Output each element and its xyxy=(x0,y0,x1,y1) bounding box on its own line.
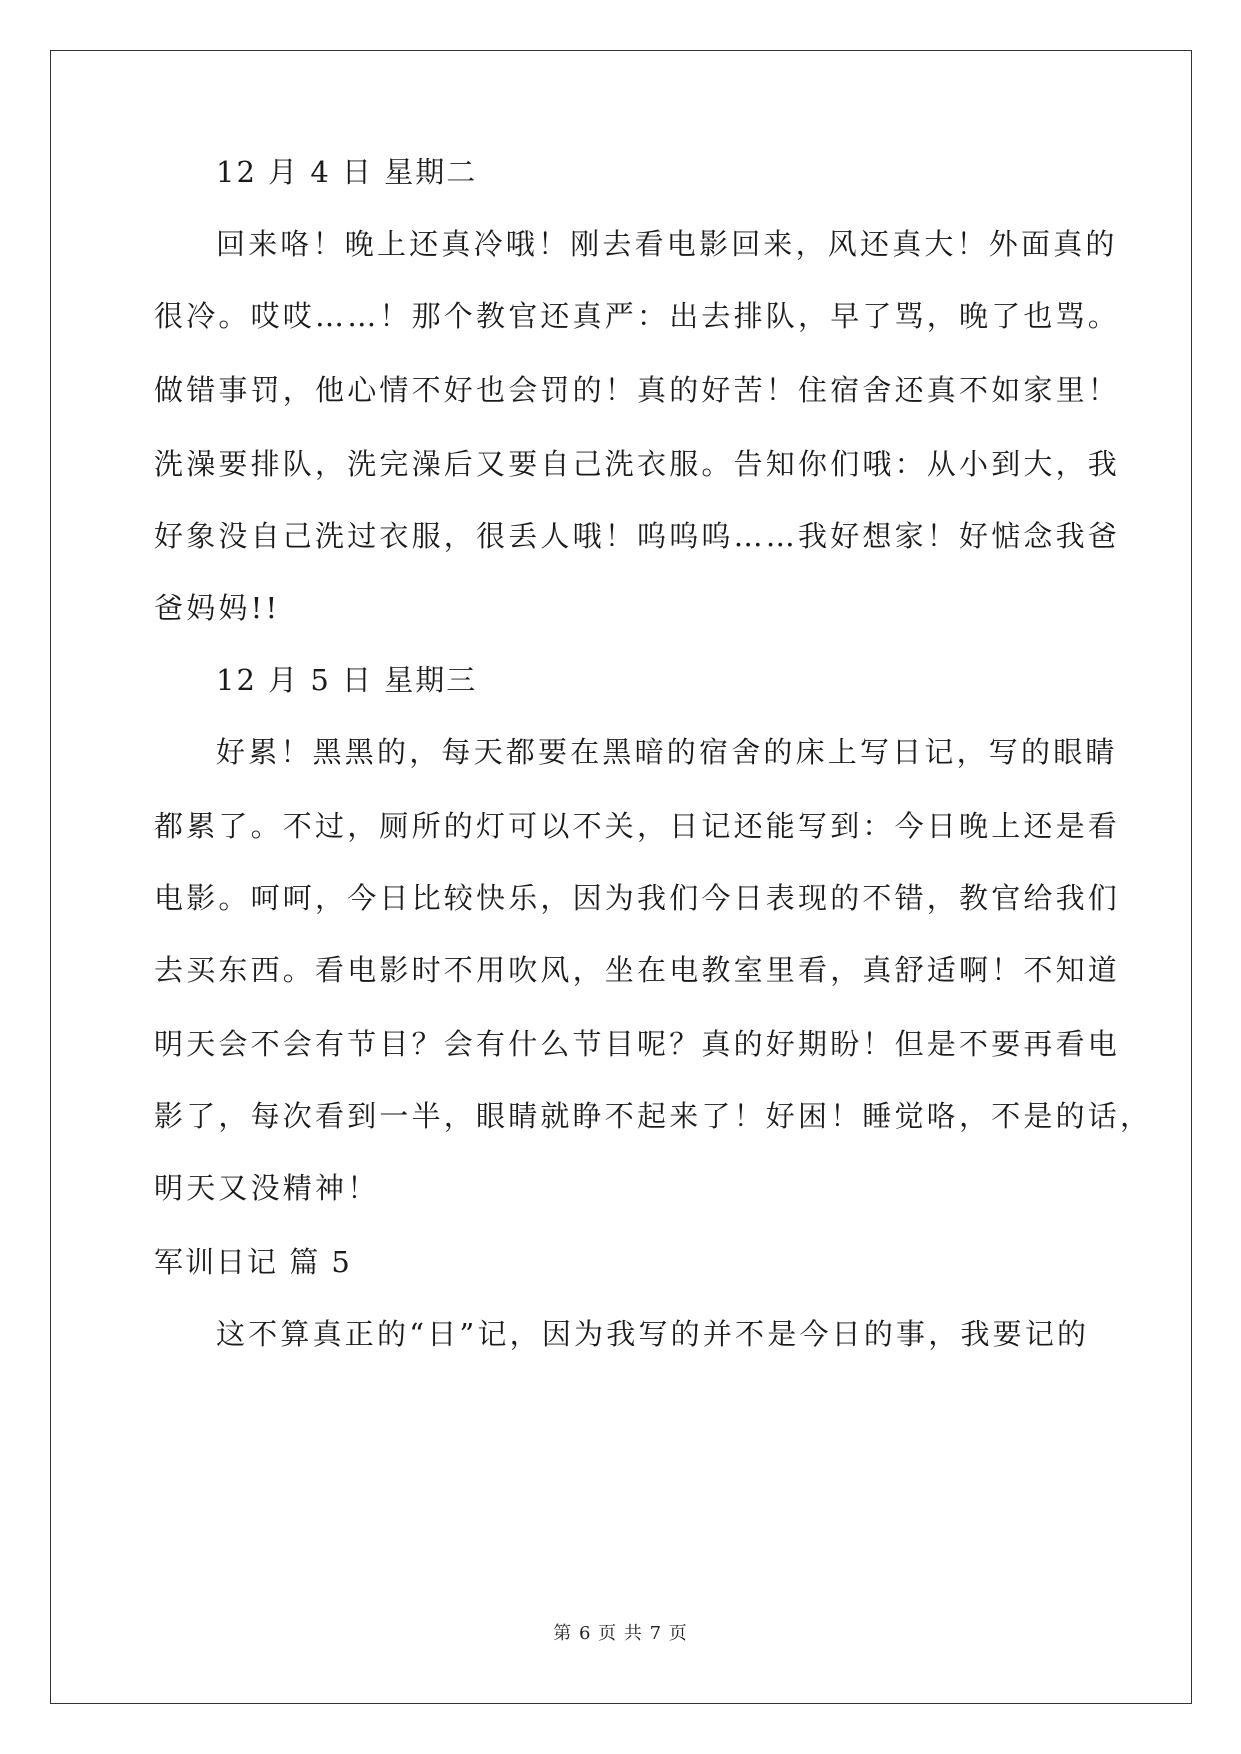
entry-date-heading: 12 月 4 日 星期二 xyxy=(216,155,478,189)
paragraph-line: 去买东西。看电影时不用吹风，坐在电教室里看，真舒适啊！不知道 xyxy=(154,953,1121,987)
paragraph-line: 影了，每次看到一半，眼睛就睁不起来了！好困！睡觉咯，不是的话， xyxy=(154,1099,1153,1133)
section-title: 军训日记 篇 5 xyxy=(154,1245,352,1279)
paragraph-line: 明天又没精神！ xyxy=(154,1171,380,1205)
page-number-footer: 第 6 页 共 7 页 xyxy=(553,1623,688,1644)
paragraph-line: 明天会不会有节目？会有什么节目呢？真的好期盼！但是不要再看电 xyxy=(154,1027,1121,1061)
paragraph-line: 这不算真正的“日”记，因为我写的并不是今日的事，我要记的 xyxy=(216,1317,1090,1351)
paragraph-line: 爸妈妈!! xyxy=(154,591,281,625)
paragraph-line: 好象没自己洗过衣服，很丢人哦！呜呜呜……我好想家！好惦念我爸 xyxy=(154,519,1121,553)
paragraph-line: 电影。呵呵，今日比较快乐，因为我们今日表现的不错，教官给我们 xyxy=(154,881,1121,915)
paragraph-line: 做错事罚，他心情不好也会罚的！真的好苦！住宿舍还真不如家里！ xyxy=(154,373,1121,407)
paragraph-line: 洗澡要排队，洗完澡后又要自己洗衣服。告知你们哦：从小到大，我 xyxy=(154,447,1121,481)
paragraph-line: 好累！黑黑的，每天都要在黑暗的宿舍的床上写日记，写的眼睛 xyxy=(216,735,1118,769)
paragraph-line: 回来咯！晚上还真冷哦！刚去看电影回来，风还真大！外面真的 xyxy=(216,227,1118,261)
entry-date-heading: 12 月 5 日 星期三 xyxy=(216,663,478,697)
paragraph-line: 很冷。哎哎……！那个教官还真严：出去排队，早了骂，晚了也骂。 xyxy=(154,299,1121,333)
paragraph-line: 都累了。不过，厕所的灯可以不关，日记还能写到：今日晚上还是看 xyxy=(154,809,1121,843)
